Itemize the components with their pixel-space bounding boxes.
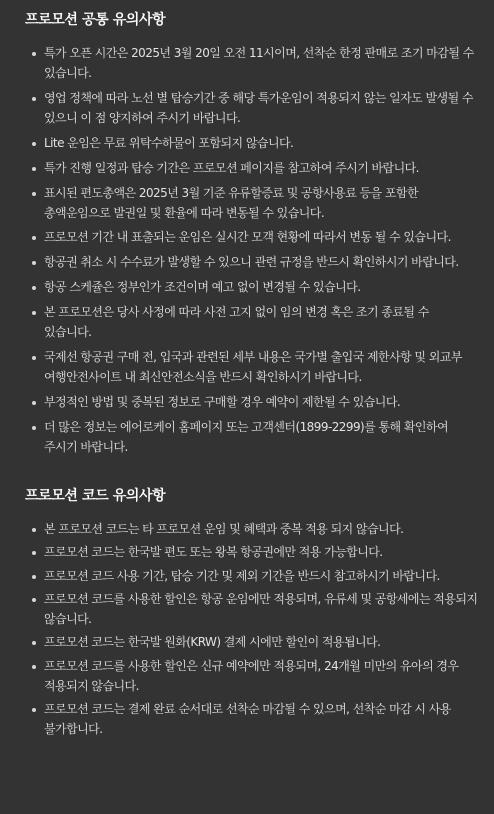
common-notice-title: 프로모션 공통 유의사항 [25,12,166,28]
list-item: 프로모션 코드를 사용한 할인은 신규 예약에만 적용되며, 24개월 미만의 유아의 경우 적용되지 않습니다. [25,656,478,696]
list-item: 더 많은 정보는 에어로케이 홈페이지 또는 고객센터(1899-2299)를 통해 확인하여 주시기 바랍니다. [25,417,478,457]
list-item: 항공 스케쥴은 정부인가 조건이며 예고 없이 변경될 수 있습니다. [25,277,478,297]
list-item: 프로모션 기간 내 표출되는 운임은 실시간 모객 현황에 따라서 변동 될 수 있습니다. [25,227,478,247]
list-item: 프로모션 코드는 결제 완료 순서대로 선착순 마감될 수 있으며, 선착순 마감 시 사용 불가합니다. [25,699,478,739]
list-item: 프로모션 코드 사용 기간, 탑승 기간 및 제외 기간을 반드시 참고하시기 바랍니다. [25,566,478,586]
promo-code-notice-list [25,519,478,739]
list-item: 특가 오픈 시간은 2025년 3월 20일 오전 11시이며, 선착순 한정 판매로 조기 마감될 수 있습니다. [25,43,478,83]
list-item: 영업 정책에 따라 노선 별 탑승기간 중 해당 특가운임이 적용되지 않는 일자도 발생될 수 있으니 이 점 양지하여 주시기 바랍니다. [25,88,478,128]
list-item: 항공권 취소 시 수수료가 발생할 수 있으니 관련 규정을 반드시 확인하시기 바랍니다. [25,252,478,272]
list-item: 프로모션 코드는 한국발 원화(KRW) 결제 시에만 할인이 적용됩니다. [25,632,478,652]
list-item: 프로모션 코드를 사용한 할인은 항공 운임에만 적용되며, 유류세 및 공항세에는 적용되지 않습니다. [25,589,478,629]
list-item: 본 프로모션 코드는 타 프로모션 운임 및 혜택과 중복 적용 되지 않습니다. [25,519,478,539]
list-item: 프로모션 코드는 한국발 편도 또는 왕복 항공권에만 적용 가능합니다. [25,542,478,562]
promo-code-notice-title: 프로모션 코드 유의사항 [25,487,166,504]
list-item: 본 프로모션은 당사 사정에 따라 사전 고지 없이 임의 변경 혹은 조기 종료될 수 있습니다. [25,302,478,342]
common-notice-list [25,43,478,457]
list-item: 부정적인 방법 및 중복된 정보로 구매할 경우 예약이 제한될 수 있습니다. [25,392,478,412]
list-item: 국제선 항공권 구매 전, 입국과 관련된 세부 내용은 국가별 출입국 제한사항 및 외교부 여행안전사이트 내 최신안전소식을 반드시 확인하시기 바랍니다. [25,347,478,387]
list-item: 특가 진행 일정과 탑승 기간은 프로모션 페이지를 참고하여 주시기 바랍니다. [25,158,478,178]
list-item: 표시된 편도총액은 2025년 3월 기준 유류할증료 및 공항사용료 등을 포함한 총액운임으로 발권일 및 환율에 따라 변동될 수 있습니다. [25,183,478,223]
list-item: Lite 운임은 무료 위탁수하물이 포함되지 않습니다. [25,133,478,153]
